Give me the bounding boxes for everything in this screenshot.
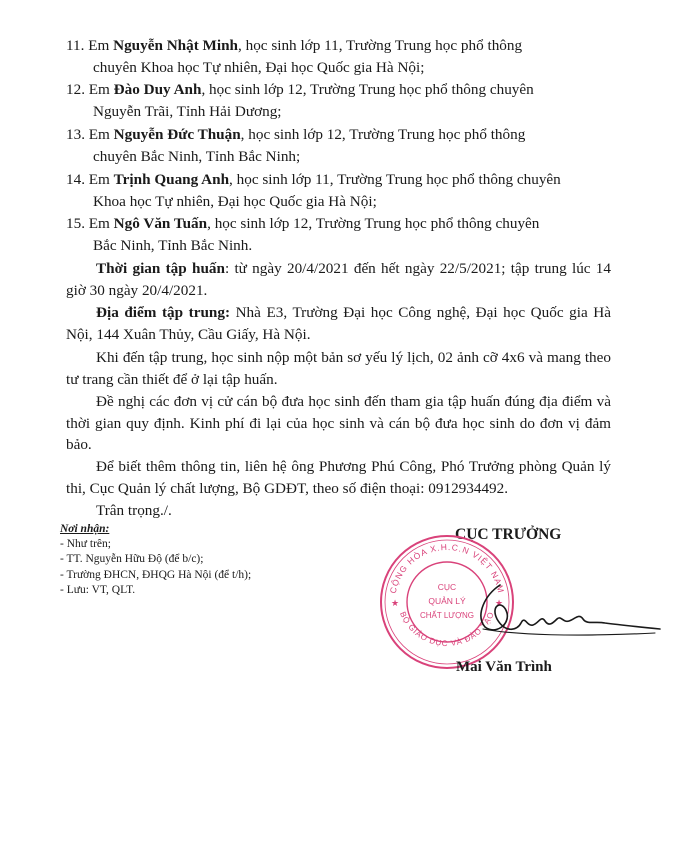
request-paragraph: [66, 391, 611, 456]
student-name: Ngô Văn Tuấn: [113, 215, 208, 232]
request-text: Đề nghị các đơn vị cử cán bộ đưa học sinh đến tham gia tập huấn đúng địa điểm và thời gian quy định. Kinh phí đi lại của học sinh và cán bộ đưa học sinh do đơn vị đảm bảo.: [66, 393, 611, 453]
recipient-item: - Như trên;: [60, 538, 111, 551]
location-paragraph: [66, 302, 611, 345]
closing-text: Trân trọng./.: [96, 502, 172, 519]
seal-line1: CỤC: [437, 582, 457, 592]
location-text: Nhà E3, Trường Đại học Công nghệ, Đại học Quốc gia Hà Nội, 144 Xuân Thủy, Cầu Giấy, Hà Nội.: [66, 304, 611, 343]
item-number: 12.: [66, 81, 85, 98]
student-name: Nguyễn Nhật Minh: [113, 37, 239, 54]
item-number: 11.: [66, 37, 85, 54]
contact-paragraph: [66, 456, 611, 499]
seal-star-left-icon: ★: [391, 598, 400, 608]
seal-star-right-icon: ★: [495, 598, 504, 608]
signature-title: CỤC TRƯỞNG: [455, 526, 562, 543]
location-label: Địa điểm tập trung:: [96, 304, 231, 321]
item-line2: chuyên Khoa học Tự nhiên, Đại học Quốc gia Hà Nội;: [93, 58, 425, 76]
documents-paragraph: [66, 347, 611, 390]
student-item-14: [66, 169, 611, 212]
item-number: 13.: [66, 126, 85, 143]
recipient-item: - Trường ĐHCN, ĐHQG Hà Nội (để t/h);: [60, 568, 252, 581]
handwritten-signature: [455, 575, 665, 655]
item-line2: chuyên Bắc Ninh, Tỉnh Bắc Ninh;: [93, 147, 301, 165]
item-line2: Bắc Ninh, Tỉnh Bắc Ninh.: [93, 236, 253, 254]
training-time-label: Thời gian tập huấn: [96, 260, 225, 277]
recipients-block: [60, 522, 251, 598]
item-prefix: Em: [88, 171, 114, 188]
item-line2: Nguyễn Trãi, Tỉnh Hải Dương;: [93, 102, 282, 120]
item-line1: , học sinh lớp 11, Trường Trung học phổ thông chuyên: [229, 171, 561, 188]
seal-bottom-text: BỘ GIÁO DỤC VÀ ĐÀO TẠO: [398, 610, 496, 649]
closing-paragraph: [66, 500, 611, 522]
signer-name: Mai Văn Trình: [456, 659, 552, 675]
recipients-heading: Nơi nhận:: [60, 523, 110, 535]
student-item-13: [66, 124, 611, 167]
item-line1: , học sinh lớp 12, Trường Trung học phổ thông: [240, 126, 526, 143]
item-line2: Khoa học Tự nhiên, Đại học Quốc gia Hà Nội;: [93, 192, 377, 210]
item-line1: , học sinh lớp 11, Trường Trung học phổ thông: [238, 37, 523, 54]
student-name: Đào Duy Anh: [113, 81, 202, 98]
seal-line2: QUẢN LÝ: [428, 596, 466, 606]
student-item-11: [66, 35, 611, 78]
student-item-12: [66, 79, 611, 122]
item-prefix: Em: [88, 37, 114, 54]
seal-outer-text: CỘNG HÒA X.H.C.N VIỆT NAM: [387, 541, 507, 595]
item-prefix: Em: [88, 126, 114, 143]
item-number: 14.: [66, 171, 85, 188]
student-name: Nguyễn Đức Thuận: [113, 126, 241, 143]
training-time-text: : từ ngày 20/4/2021 đến hết ngày 22/5/2021; tập trung lúc 14 giờ 30 ngày 20/4/2021.: [66, 260, 611, 299]
documents-text: Khi đến tập trung, học sinh nộp một bản sơ yếu lý lịch, 02 ảnh cỡ 4x6 và mang theo tư trang cần thiết để ở lại tập huấn.: [66, 349, 611, 388]
recipient-item: - Lưu: VT, QLT.: [60, 583, 136, 596]
item-line1: , học sinh lớp 12, Trường Trung học phổ thông chuyên: [207, 215, 540, 232]
student-name: Trịnh Quang Anh: [113, 171, 230, 188]
item-line1: , học sinh lớp 12, Trường Trung học phổ thông chuyên: [201, 81, 534, 98]
seal-line3: CHẤT LƯỢNG: [420, 611, 474, 620]
item-number: 15.: [66, 215, 85, 232]
item-prefix: Em: [88, 215, 114, 232]
recipient-item: - TT. Nguyễn Hữu Độ (để b/c);: [60, 553, 204, 566]
student-item-15: [66, 213, 611, 256]
training-time-paragraph: [66, 258, 611, 301]
item-prefix: Em: [88, 81, 114, 98]
contact-text: Để biết thêm thông tin, liên hệ ông Phương Phú Công, Phó Trưởng phòng Quản lý thi, Cục Quản lý chất lượng, Bộ GDĐT, theo số điện thoại: 0912934492.: [66, 458, 611, 497]
